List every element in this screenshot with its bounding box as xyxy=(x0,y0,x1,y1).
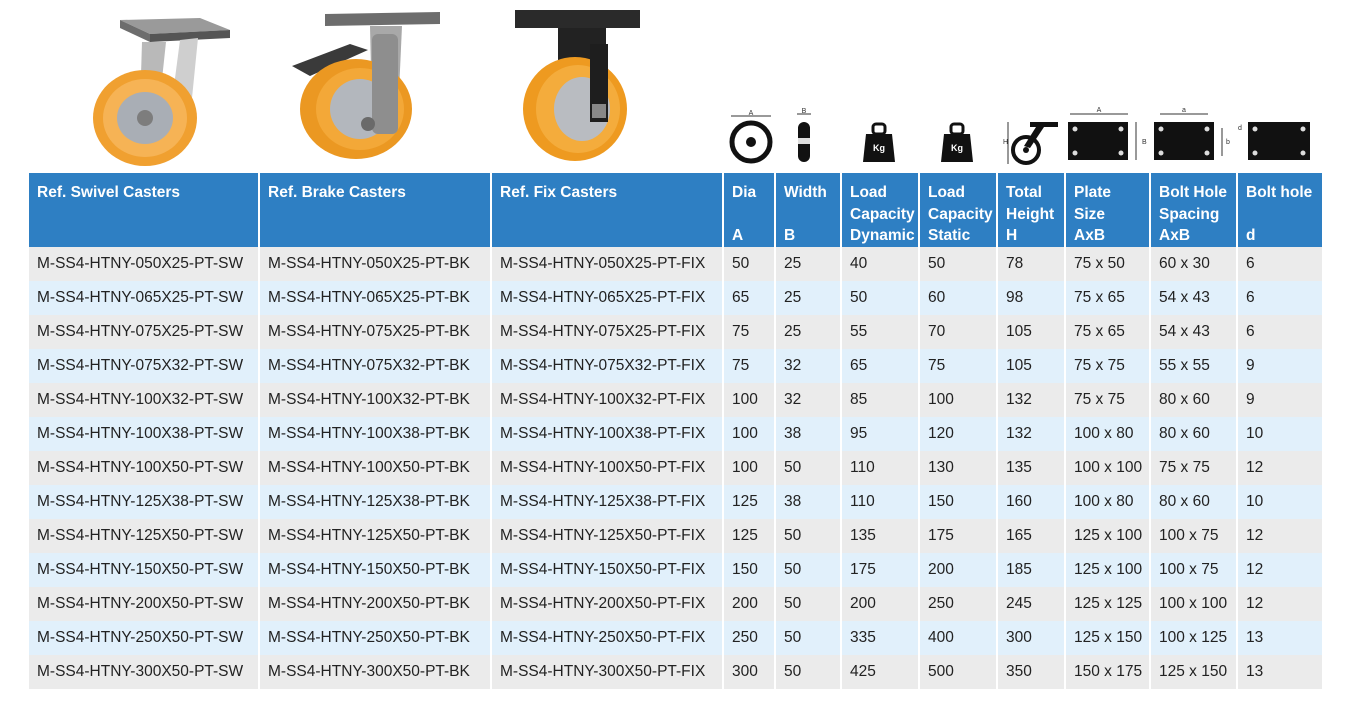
table-cell: 65 xyxy=(723,281,775,315)
column-header-line xyxy=(1246,204,1316,226)
table-cell: 32 xyxy=(775,383,841,417)
table-cell: M-SS4-HTNY-125X50-PT-FIX xyxy=(491,519,723,553)
table-header-row xyxy=(29,173,1322,247)
table-cell: 100 xyxy=(723,417,775,451)
table-cell: 150 x 175 xyxy=(1065,655,1150,689)
table-cell: 12 xyxy=(1237,519,1322,553)
table-cell: 75 x 75 xyxy=(1065,383,1150,417)
dim-label-plate-b: B xyxy=(1142,139,1147,146)
table-cell: M-SS4-HTNY-065X25-PT-FIX xyxy=(491,281,723,315)
table-cell: M-SS4-HTNY-150X50-PT-SW xyxy=(29,553,259,587)
table-cell: 25 xyxy=(775,281,841,315)
column-header-line: H xyxy=(1006,227,1018,244)
table-cell: M-SS4-HTNY-075X25-PT-FIX xyxy=(491,315,723,349)
table-row xyxy=(29,485,1322,519)
table-cell: 135 xyxy=(841,519,919,553)
table-cell: 85 xyxy=(841,383,919,417)
column-header xyxy=(259,173,491,247)
table-cell: M-SS4-HTNY-065X25-PT-SW xyxy=(29,281,259,315)
table-cell: M-SS4-HTNY-125X38-PT-BK xyxy=(259,485,491,519)
kg-label-static: Kg xyxy=(951,143,963,153)
table-cell: 425 xyxy=(841,655,919,689)
dim-label-plate-a: A xyxy=(1096,107,1102,114)
table-cell: 95 xyxy=(841,417,919,451)
table-row xyxy=(29,553,1322,587)
table-cell: 105 xyxy=(997,315,1065,349)
table-cell: 38 xyxy=(775,485,841,519)
table-cell: 200 xyxy=(919,553,997,587)
specification-table xyxy=(29,173,1322,689)
kg-label-dynamic: Kg xyxy=(873,143,885,153)
table-cell: 100 x 75 xyxy=(1150,553,1237,587)
table-cell: 75 xyxy=(919,349,997,383)
column-header xyxy=(723,173,775,247)
table-cell: 400 xyxy=(919,621,997,655)
column-header-line: Dia xyxy=(732,184,757,201)
table-cell: 40 xyxy=(841,247,919,281)
table-cell: M-SS4-HTNY-125X50-PT-BK xyxy=(259,519,491,553)
table-cell: 13 xyxy=(1237,655,1322,689)
table-cell: 250 xyxy=(919,587,997,621)
table-cell: 80 x 60 xyxy=(1150,485,1237,519)
diameter-icon xyxy=(727,108,775,166)
table-cell: 165 xyxy=(997,519,1065,553)
table-cell: 105 xyxy=(997,349,1065,383)
table-cell: 12 xyxy=(1237,553,1322,587)
column-header xyxy=(29,173,259,247)
table-cell: 100 x 100 xyxy=(1150,587,1237,621)
table-cell: 6 xyxy=(1237,281,1322,315)
table-cell: M-SS4-HTNY-200X50-PT-BK xyxy=(259,587,491,621)
table-cell: M-SS4-HTNY-150X50-PT-FIX xyxy=(491,553,723,587)
table-cell: M-SS4-HTNY-300X50-PT-BK xyxy=(259,655,491,689)
table-cell: 500 xyxy=(919,655,997,689)
table-cell: M-SS4-HTNY-125X38-PT-FIX xyxy=(491,485,723,519)
bolt-spacing-icon xyxy=(1152,106,1238,166)
column-header-line: A xyxy=(732,227,744,244)
column-header-line: Width xyxy=(784,184,827,201)
table-cell: 250 xyxy=(723,621,775,655)
table-cell: 13 xyxy=(1237,621,1322,655)
table-cell: M-SS4-HTNY-075X32-PT-FIX xyxy=(491,349,723,383)
table-cell: 175 xyxy=(919,519,997,553)
width-icon xyxy=(793,108,815,166)
column-header-line: d xyxy=(1246,227,1256,244)
table-cell: 80 x 60 xyxy=(1150,383,1237,417)
dim-label-h: H xyxy=(1003,139,1009,146)
table-cell: 350 xyxy=(997,655,1065,689)
table-cell: 125 x 100 xyxy=(1065,553,1150,587)
table-cell: 50 xyxy=(775,587,841,621)
table-cell: 50 xyxy=(775,621,841,655)
table-cell: 80 x 60 xyxy=(1150,417,1237,451)
column-header-line: Ref. Fix Casters xyxy=(500,184,618,201)
column-header xyxy=(841,173,919,247)
table-row xyxy=(29,519,1322,553)
column-header-line: Ref. Brake Casters xyxy=(268,184,406,201)
table-cell: 100 x 80 xyxy=(1065,485,1150,519)
table-cell: 160 xyxy=(997,485,1065,519)
table-cell: M-SS4-HTNY-075X32-PT-SW xyxy=(29,349,259,383)
table-cell: M-SS4-HTNY-075X25-PT-SW xyxy=(29,315,259,349)
table-cell: 132 xyxy=(997,383,1065,417)
table-cell: M-SS4-HTNY-100X50-PT-BK xyxy=(259,451,491,485)
table-cell: 132 xyxy=(997,417,1065,451)
table-cell: M-SS4-HTNY-065X25-PT-BK xyxy=(259,281,491,315)
table-cell: 100 x 125 xyxy=(1150,621,1237,655)
column-header-line: Load xyxy=(850,184,888,201)
table-cell: 100 xyxy=(723,451,775,485)
table-cell: 125 x 150 xyxy=(1150,655,1237,689)
column-header xyxy=(491,173,723,247)
table-cell: 100 xyxy=(723,383,775,417)
table-cell: 50 xyxy=(775,553,841,587)
table-cell: 100 x 80 xyxy=(1065,417,1150,451)
dim-label-bolt-b: b xyxy=(1226,139,1230,146)
table-cell: 200 xyxy=(841,587,919,621)
table-cell: 50 xyxy=(919,247,997,281)
table-cell: 98 xyxy=(997,281,1065,315)
column-header-line: Total xyxy=(1006,184,1042,201)
table-cell: 100 x 100 xyxy=(1065,451,1150,485)
table-cell: 38 xyxy=(775,417,841,451)
column-header-line xyxy=(732,204,768,226)
table-cell: 70 xyxy=(919,315,997,349)
table-row xyxy=(29,247,1322,281)
table-cell: 54 x 43 xyxy=(1150,315,1237,349)
column-header-line: Capacity xyxy=(928,205,993,223)
table-cell: M-SS4-HTNY-250X50-PT-FIX xyxy=(491,621,723,655)
table-cell: 125 x 100 xyxy=(1065,519,1150,553)
dim-label-d: d xyxy=(1238,125,1242,132)
plate-size-icon xyxy=(1066,106,1148,166)
table-cell: 150 xyxy=(919,485,997,519)
column-header-line: AxB xyxy=(1159,227,1191,244)
table-cell: 75 x 65 xyxy=(1065,281,1150,315)
column-header xyxy=(1065,173,1150,247)
table-cell: 6 xyxy=(1237,247,1322,281)
table-cell: 135 xyxy=(997,451,1065,485)
column-header-line: Static xyxy=(928,227,971,244)
table-cell: M-SS4-HTNY-125X50-PT-SW xyxy=(29,519,259,553)
total-height-icon xyxy=(1000,120,1062,166)
table-cell: M-SS4-HTNY-100X38-PT-SW xyxy=(29,417,259,451)
table-cell: M-SS4-HTNY-100X32-PT-SW xyxy=(29,383,259,417)
column-header-line: Dynamic xyxy=(850,227,915,244)
column-header-line: Size xyxy=(1074,205,1106,223)
dim-label-a: A xyxy=(748,110,754,117)
column-header xyxy=(1150,173,1237,247)
table-cell: 300 xyxy=(997,621,1065,655)
table-cell: 60 x 30 xyxy=(1150,247,1237,281)
table-cell: 10 xyxy=(1237,417,1322,451)
column-header-line: Load xyxy=(928,184,966,201)
table-cell: M-SS4-HTNY-100X50-PT-FIX xyxy=(491,451,723,485)
weight-static-icon xyxy=(940,118,974,164)
column-header xyxy=(775,173,841,247)
table-cell: M-SS4-HTNY-150X50-PT-BK xyxy=(259,553,491,587)
table-row xyxy=(29,281,1322,315)
table-cell: M-SS4-HTNY-250X50-PT-SW xyxy=(29,621,259,655)
table-cell: 25 xyxy=(775,247,841,281)
column-header xyxy=(997,173,1065,247)
table-cell: M-SS4-HTNY-075X25-PT-BK xyxy=(259,315,491,349)
table-row xyxy=(29,587,1322,621)
table-row xyxy=(29,621,1322,655)
column-header-line: AxB xyxy=(1074,227,1106,244)
column-header-line: Plate xyxy=(1074,184,1112,201)
table-cell: 75 x 65 xyxy=(1065,315,1150,349)
table-cell: 100 x 75 xyxy=(1150,519,1237,553)
table-cell: 10 xyxy=(1237,485,1322,519)
table-cell: 120 xyxy=(919,417,997,451)
bolt-hole-icon xyxy=(1236,106,1314,166)
table-row xyxy=(29,383,1322,417)
table-cell: 75 x 50 xyxy=(1065,247,1150,281)
table-cell: M-SS4-HTNY-200X50-PT-FIX xyxy=(491,587,723,621)
table-cell: 12 xyxy=(1237,451,1322,485)
table-cell: M-SS4-HTNY-300X50-PT-SW xyxy=(29,655,259,689)
table-row xyxy=(29,451,1322,485)
table-cell: 50 xyxy=(775,451,841,485)
table-cell: 175 xyxy=(841,553,919,587)
table-cell: M-SS4-HTNY-250X50-PT-BK xyxy=(259,621,491,655)
table-cell: 12 xyxy=(1237,587,1322,621)
column-header-line: Bolt hole xyxy=(1246,184,1313,201)
table-row xyxy=(29,315,1322,349)
table-cell: 9 xyxy=(1237,349,1322,383)
table-cell: 50 xyxy=(723,247,775,281)
table-cell: 54 x 43 xyxy=(1150,281,1237,315)
table-cell: 110 xyxy=(841,485,919,519)
column-header-line: Ref. Swivel Casters xyxy=(37,184,181,201)
table-cell: 55 xyxy=(841,315,919,349)
table-cell: 125 xyxy=(723,519,775,553)
column-header xyxy=(1237,173,1322,247)
table-cell: 245 xyxy=(997,587,1065,621)
table-cell: 50 xyxy=(775,519,841,553)
table-cell: M-SS4-HTNY-050X25-PT-SW xyxy=(29,247,259,281)
table-cell: M-SS4-HTNY-075X32-PT-BK xyxy=(259,349,491,383)
table-cell: 100 xyxy=(919,383,997,417)
table-cell: 65 xyxy=(841,349,919,383)
table-cell: M-SS4-HTNY-300X50-PT-FIX xyxy=(491,655,723,689)
table-cell: 25 xyxy=(775,315,841,349)
table-cell: M-SS4-HTNY-100X38-PT-FIX xyxy=(491,417,723,451)
column-header-line: Bolt Hole xyxy=(1159,184,1228,201)
column-icons xyxy=(0,100,1350,170)
table-row xyxy=(29,417,1322,451)
table-cell: 125 x 125 xyxy=(1065,587,1150,621)
table-cell: 6 xyxy=(1237,315,1322,349)
column-header-line: Spacing xyxy=(1159,205,1220,223)
column-header xyxy=(919,173,997,247)
table-cell: 55 x 55 xyxy=(1150,349,1237,383)
table-cell: M-SS4-HTNY-200X50-PT-SW xyxy=(29,587,259,621)
column-header-line: Height xyxy=(1006,205,1055,223)
table-cell: 125 xyxy=(723,485,775,519)
table-cell: M-SS4-HTNY-100X32-PT-FIX xyxy=(491,383,723,417)
table-cell: 75 xyxy=(723,349,775,383)
column-header-line: B xyxy=(784,227,796,244)
weight-dynamic-icon xyxy=(862,118,896,164)
table-row xyxy=(29,655,1322,689)
table-cell: 50 xyxy=(841,281,919,315)
table-cell: 60 xyxy=(919,281,997,315)
table-cell: 200 xyxy=(723,587,775,621)
table-cell: 185 xyxy=(997,553,1065,587)
table-cell: 130 xyxy=(919,451,997,485)
table-cell: 300 xyxy=(723,655,775,689)
table-cell: 78 xyxy=(997,247,1065,281)
table-cell: 75 x 75 xyxy=(1065,349,1150,383)
table-cell: 75 xyxy=(723,315,775,349)
table-cell: 335 xyxy=(841,621,919,655)
table-cell: 50 xyxy=(775,655,841,689)
table-cell: M-SS4-HTNY-100X32-PT-BK xyxy=(259,383,491,417)
table-cell: 125 x 150 xyxy=(1065,621,1150,655)
column-header-line xyxy=(784,204,834,226)
table-cell: 150 xyxy=(723,553,775,587)
table-cell: M-SS4-HTNY-100X38-PT-BK xyxy=(259,417,491,451)
table-cell: M-SS4-HTNY-050X25-PT-BK xyxy=(259,247,491,281)
dim-label-bolt-a: a xyxy=(1182,107,1186,114)
table-row xyxy=(29,349,1322,383)
table-cell: M-SS4-HTNY-050X25-PT-FIX xyxy=(491,247,723,281)
column-header-line: Capacity xyxy=(850,205,915,223)
table-cell: M-SS4-HTNY-100X50-PT-SW xyxy=(29,451,259,485)
table-cell: 32 xyxy=(775,349,841,383)
dim-label-b: B xyxy=(801,108,807,115)
table-cell: 110 xyxy=(841,451,919,485)
table-cell: 75 x 75 xyxy=(1150,451,1237,485)
table-cell: M-SS4-HTNY-125X38-PT-SW xyxy=(29,485,259,519)
table-cell: 9 xyxy=(1237,383,1322,417)
